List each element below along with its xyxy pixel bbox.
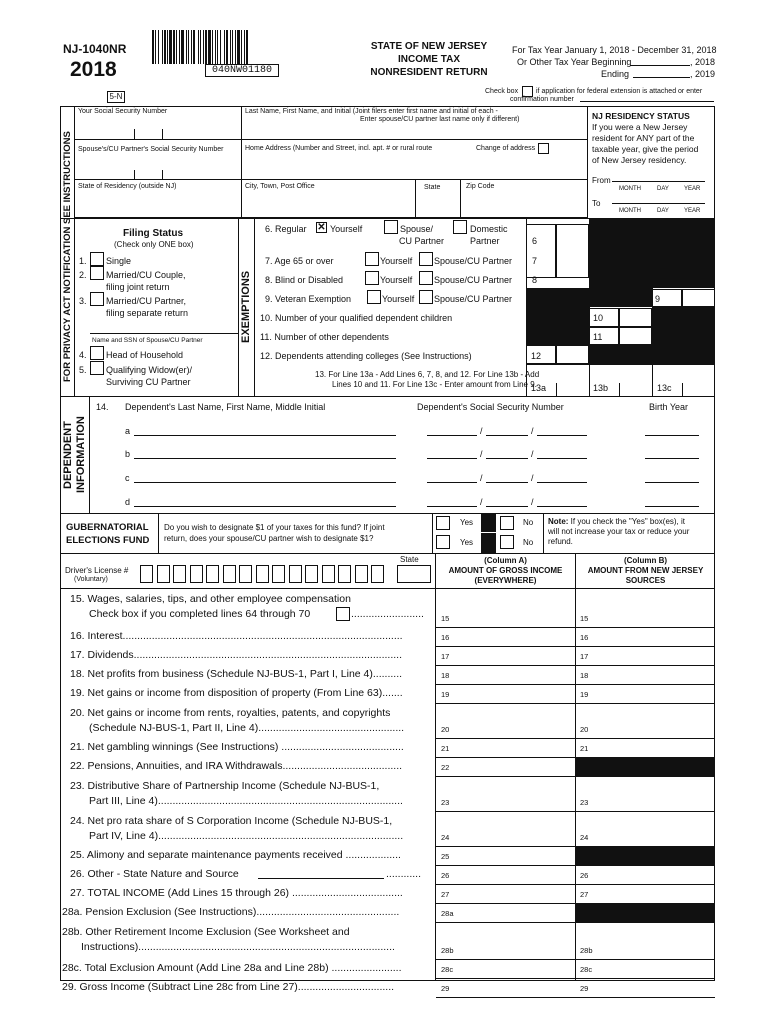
dep-slash-1: / <box>480 473 483 483</box>
license-digit-box[interactable] <box>272 565 285 583</box>
note-line3: refund. <box>548 537 573 546</box>
col-a-amount-field[interactable] <box>437 885 574 903</box>
line10-label: 10. Number of your qualified dependent children <box>260 313 453 323</box>
income-line-text-1: 23. Distributive Share of Partnership Income (Schedule NJ-BUS-1, <box>70 780 380 792</box>
dep-slash-1: / <box>480 426 483 436</box>
col-a-amount-field[interactable] <box>437 847 574 865</box>
column-b-header <box>576 556 715 586</box>
dep-birth-field[interactable] <box>645 458 699 459</box>
exemption-grid <box>526 218 715 396</box>
box8[interactable]: 8 <box>532 275 538 285</box>
dep-slash-2: / <box>531 473 534 483</box>
form-title <box>355 40 503 79</box>
change-address-label: Change of address <box>476 145 536 152</box>
col-b3: SOURCES <box>625 576 666 585</box>
residency-text1: If you were a New Jersey <box>592 122 688 132</box>
col-a-line-num: 19 <box>441 690 450 699</box>
elections-yes-2: Yes <box>460 538 474 547</box>
lines64-70-checkbox[interactable] <box>336 607 350 621</box>
license-state-label: State <box>400 555 419 564</box>
col-b-amount-field[interactable] <box>577 979 714 997</box>
filing-n3: 3. <box>79 296 87 306</box>
income-line-text-2: Check box if you completed lines 64 through 70 <box>89 608 311 620</box>
extension-note: if application for federal extension is attached or enter <box>536 88 703 95</box>
regular-domestic-label1: Domestic <box>470 224 508 234</box>
col-b-amount-field[interactable] <box>577 647 714 665</box>
col-a-amount-field[interactable] <box>437 979 574 997</box>
elections-title2: ELECTIONS FUND <box>66 535 150 546</box>
box13b[interactable]: 13b <box>593 383 609 393</box>
to-date-field[interactable] <box>612 196 705 204</box>
begin-date-field[interactable] <box>630 56 690 66</box>
elections-title <box>66 521 149 547</box>
married-separate-label1: Married/CU Partner, <box>106 296 187 306</box>
ssn-label: Your Social Security Number <box>78 108 168 115</box>
spouse-name-label: Name and SSN of Spouse/CU Partner <box>92 337 203 344</box>
col-a-amount-field[interactable] <box>437 647 574 665</box>
license-digit-box[interactable] <box>190 565 203 583</box>
other-source-dots: ............ <box>386 868 422 880</box>
dep-slash-1: / <box>480 497 483 507</box>
from-day: DAY <box>657 186 669 192</box>
col-a-line-num: 17 <box>441 652 450 661</box>
dep-birth-field[interactable] <box>645 435 699 436</box>
col-a-line-num: 18 <box>441 671 450 680</box>
col-a-amount-field[interactable] <box>437 758 574 776</box>
col-a-line-num: 28a <box>441 909 454 918</box>
elections-no-2: No <box>523 538 534 547</box>
dep-slash-2: / <box>531 426 534 436</box>
note-line1: If you check the "Yes" box(es), it <box>568 517 686 526</box>
title-line1: STATE OF NEW JERSEY <box>370 41 488 52</box>
license-digit-box[interactable] <box>355 565 368 583</box>
col-b-amount-field[interactable] <box>577 923 714 959</box>
col-b-amount-field[interactable] <box>577 739 714 757</box>
col-a-amount-field[interactable] <box>437 866 574 884</box>
married-separate-label2: filing separate return <box>106 308 189 318</box>
filing-title: Filing Status <box>123 228 183 239</box>
elections-yes-1: Yes <box>460 518 474 527</box>
spouse-name-field[interactable] <box>90 322 238 334</box>
line13-label1: 13. For Line 13a - Add Lines 6, 7, 8, and 12. For Line 13b - Add <box>315 370 540 379</box>
box11[interactable]: 11 <box>593 332 603 342</box>
dep-row-letter: a <box>125 426 131 436</box>
single-label: Single <box>106 256 132 266</box>
line6-label: 6. Regular <box>265 224 307 234</box>
dep-ssn-field-3[interactable] <box>537 435 587 436</box>
dep-ssn-field-1[interactable] <box>427 435 477 436</box>
col-a-line-num: 20 <box>441 725 450 734</box>
married-separate-checkbox[interactable] <box>90 292 104 306</box>
col-a-line-num: 26 <box>441 871 450 880</box>
col-a-amount-field[interactable] <box>437 777 574 811</box>
col-a-amount-field[interactable] <box>437 685 574 703</box>
exemptions-text: EXEMPTIONS <box>240 270 252 344</box>
to-year: YEAR <box>684 208 701 214</box>
elections-note <box>548 517 689 547</box>
dep-ssn-field-1[interactable] <box>427 506 477 507</box>
dep-birth-header: Birth Year <box>649 402 689 412</box>
col-b-blocked <box>576 757 715 777</box>
head-household-label: Head of Household <box>106 350 184 360</box>
dep-birth-field[interactable] <box>645 482 699 483</box>
dependent-text <box>62 400 88 510</box>
barcode-text: 040NW01180 <box>205 64 279 77</box>
veteran-spouse-label: Spouse/CU Partner <box>434 294 513 304</box>
age65-yourself-label: Yourself <box>380 256 413 266</box>
license-digit-box[interactable] <box>140 565 153 583</box>
dependent-text2: INFORMATION <box>75 416 87 494</box>
blind-spouse-label: Spouse/CU Partner <box>434 275 513 285</box>
income-line-text-1: 28b. Other Retirement Income Exclusion (See Worksheet and <box>62 926 350 938</box>
veteran-spouse-checkbox[interactable] <box>419 290 433 304</box>
col-b-line-num: 28c <box>580 965 593 974</box>
col-a-line-num: 23 <box>441 798 450 807</box>
income-line-text: 17. Dividends............................................................................................ <box>70 649 403 661</box>
license-label: Driver's License # <box>65 566 129 575</box>
col-a-line-num: 28c <box>441 965 454 974</box>
year-suffix1: , 2018 <box>690 57 716 67</box>
dep-ssn-field-2[interactable] <box>486 482 528 483</box>
income-line-text: 22. Pensions, Annuities, and IRA Withdrawals......................................... <box>70 760 403 772</box>
line8-label: 8. Blind or Disabled <box>265 275 344 285</box>
dep-num: 14. <box>96 402 109 412</box>
license-digit-box[interactable] <box>157 565 170 583</box>
married-joint-label2: filing joint return <box>106 282 170 292</box>
license-digit-box[interactable] <box>338 565 351 583</box>
blind-spouse-checkbox[interactable] <box>419 271 433 285</box>
box12[interactable]: 12 <box>531 351 542 361</box>
col-b-line-num: 23 <box>580 798 589 807</box>
line11-label: 11. Number of other dependents <box>260 332 389 342</box>
residency-text2: resident for ANY part of the <box>592 133 695 143</box>
dep-row-letter: c <box>125 473 130 483</box>
col-a-amount-field[interactable] <box>437 812 574 846</box>
filing-n5: 5. <box>79 365 87 375</box>
dep-name-field[interactable] <box>134 482 396 483</box>
elections-no-1: No <box>523 518 534 527</box>
income-line-text: 25. Alimony and separate maintenance payments received ................... <box>70 849 401 861</box>
income-line-text-2: (Schedule NJ-BUS-1, Part II, Line 4).................................................. <box>89 722 405 734</box>
col-b-line-num: 16 <box>580 633 589 642</box>
city-label: City, Town, Post Office <box>245 183 315 190</box>
from-label: From <box>592 176 611 185</box>
name-label2: Enter spouse/CU partner last name only if different) <box>360 116 520 123</box>
dep-name-field[interactable] <box>134 506 396 507</box>
income-line-text: 21. Net gambling winnings (See Instructions) .......................................... <box>70 741 404 753</box>
col-b-line-num: 26 <box>580 871 589 880</box>
col-b-line-num: 18 <box>580 671 589 680</box>
col-a-line-num: 27 <box>441 890 450 899</box>
col-a3: (EVERYWHERE) <box>474 576 537 585</box>
single-checkbox[interactable] <box>90 252 104 266</box>
dep-name-field[interactable] <box>134 458 396 459</box>
year-suffix2: , 2019 <box>690 69 716 79</box>
box10[interactable]: 10 <box>593 313 604 323</box>
dep-ssn-field-2[interactable] <box>486 435 528 436</box>
col-a-line-num: 28b <box>441 946 454 955</box>
to-month: MONTH <box>619 208 641 214</box>
note-bold: Note: <box>548 517 569 526</box>
widower-label2: Surviving CU Partner <box>106 377 191 387</box>
col-b-line-num: 20 <box>580 725 589 734</box>
regular-spouse-label1: Spouse/ <box>400 224 434 234</box>
license-digit-box[interactable] <box>173 565 186 583</box>
col-a-amount-field[interactable] <box>437 704 574 738</box>
col-a-line-num: 21 <box>441 744 450 753</box>
line12-label: 12. Dependents attending colleges (See Instructions) <box>260 351 472 361</box>
to-label: To <box>592 199 601 208</box>
veteran-yourself-label: Yourself <box>382 294 415 304</box>
elections-yes-2-checkbox[interactable] <box>436 535 450 549</box>
blind-yourself-label: Yourself <box>380 275 413 285</box>
col-a-amount-field[interactable] <box>437 904 574 922</box>
license-digit-box[interactable] <box>322 565 335 583</box>
zip-label: Zip Code <box>466 183 495 190</box>
residency-text4: of New Jersey residency. <box>592 155 687 165</box>
to-day: DAY <box>657 208 669 214</box>
license-sub: (Voluntary) <box>74 576 108 583</box>
elections-no-2-checkbox[interactable] <box>500 535 514 549</box>
dep-slash-2: / <box>531 449 534 459</box>
other-source-field[interactable] <box>258 878 384 879</box>
col-b-line-num: 29 <box>580 984 589 993</box>
col-b-blocked <box>576 903 715 923</box>
col-b-line-num: 15 <box>580 614 589 623</box>
income-line-text-2: Part III, Line 4).................................................................................... <box>89 795 403 807</box>
address-label: Home Address (Number and Street, incl. apt. # or rural route <box>245 145 433 152</box>
dep-ssn-field-2[interactable] <box>486 458 528 459</box>
income-line-text-2: Instructions)........................................................................................ <box>81 941 395 953</box>
col-b-amount-field[interactable] <box>577 628 714 646</box>
residency-text3: taxable year, give the period <box>592 144 699 154</box>
title-line2: INCOME TAX <box>397 54 461 65</box>
age65-spouse-label: Spouse/CU Partner <box>434 256 513 266</box>
ending-label: Ending <box>601 69 630 79</box>
form-code: 5-N <box>107 91 125 103</box>
elections-yes-1-checkbox[interactable] <box>436 516 450 530</box>
confirmation-field[interactable] <box>580 94 714 102</box>
col-b-amount-field[interactable] <box>577 777 714 811</box>
dep-slash-2: / <box>531 497 534 507</box>
form-year: 2018 <box>70 58 117 81</box>
income-line-text-2: Part IV, Line 4).................................................................................... <box>89 830 404 842</box>
income-line-text: 16. Interest................................................................................................ <box>70 630 403 642</box>
col-a-line-num: 29 <box>441 984 450 993</box>
col-b-blocked <box>576 846 715 866</box>
name-label: Last Name, First Name, and Initial (Joint filers enter first name and initial of each - <box>245 108 498 115</box>
col-a2: AMOUNT OF GROSS INCOME <box>448 566 563 575</box>
license-digit-box[interactable] <box>289 565 302 583</box>
col-a-amount-field[interactable] <box>437 739 574 757</box>
regular-domestic-label2: Partner <box>470 236 500 246</box>
license-digit-box[interactable] <box>239 565 252 583</box>
col-b-amount-field[interactable] <box>577 866 714 884</box>
income-line-text-1: 20. Net gains or income from rents, royalties, patents, and copyrights <box>70 707 391 719</box>
form-id: NJ-1040NR <box>63 42 127 56</box>
elections-title1: GUBERNATORIAL <box>66 522 149 533</box>
head-household-checkbox[interactable] <box>90 346 104 360</box>
veteran-yourself-checkbox[interactable] <box>367 290 381 304</box>
col-a-amount-field[interactable] <box>437 923 574 959</box>
dep-name-field[interactable] <box>134 435 396 436</box>
filing-n4: 4. <box>79 350 87 360</box>
dependent-text1: DEPENDENT <box>62 421 74 489</box>
box13c[interactable]: 13c <box>657 383 672 393</box>
income-line-text-1: 15. Wages, salaries, tips, and other employee compensation <box>70 593 351 605</box>
col-b-amount-field[interactable] <box>577 885 714 903</box>
spouse-ssn-label: Spouse's/CU Partner's Social Security Number <box>78 146 224 153</box>
regular-domestic-checkbox[interactable] <box>453 220 467 234</box>
checkbox-dots: ......................... <box>351 608 424 620</box>
widower-label1: Qualifying Widow(er)/ <box>106 365 193 375</box>
regular-yourself-checkbox[interactable]: ✕ <box>317 222 326 233</box>
widower-checkbox[interactable] <box>90 361 104 375</box>
income-line-text: 28c. Total Exclusion Amount (Add Line 28a and Line 28b) ........................ <box>62 962 402 974</box>
dep-ssn-field-1[interactable] <box>427 458 477 459</box>
elections-q1: Do you wish to designate $1 of your taxes for this fund? If joint <box>164 523 385 532</box>
line7-label: 7. Age 65 or over <box>265 256 334 266</box>
tax-year-text: For Tax Year January 1, 2018 - December 31, 2018 <box>512 45 717 55</box>
box7[interactable]: 7 <box>532 256 538 266</box>
col-a-amount-field[interactable] <box>437 960 574 978</box>
income-line-text-1: 24. Net pro rata share of S Corporation Income (Schedule NJ-BUS-1, <box>70 815 393 827</box>
filing-n1: 1. <box>79 256 87 266</box>
regular-yourself-label: Yourself <box>330 224 363 234</box>
confirmation-label: confirmation number <box>510 96 574 103</box>
col-a-line-num: 16 <box>441 633 450 642</box>
col-b-line-num: 19 <box>580 690 589 699</box>
note-line2: will not increase your tax or reduce your <box>548 527 690 536</box>
box13a[interactable]: 13a <box>531 383 547 393</box>
col-b-amount-field[interactable] <box>577 960 714 978</box>
dep-ssn-field-3[interactable] <box>537 458 587 459</box>
col-a-line-num: 15 <box>441 614 450 623</box>
line9-label: 9. Veteran Exemption <box>265 294 352 304</box>
dep-row-letter: b <box>125 449 131 459</box>
other-year-label: Or Other Tax Year Beginning <box>517 57 632 67</box>
dep-birth-field[interactable] <box>645 506 699 507</box>
dep-row-letter: d <box>125 497 131 507</box>
dep-ssn-header: Dependent's Social Security Number <box>417 402 564 412</box>
regular-spouse-checkbox[interactable] <box>384 220 398 234</box>
col-a-line-num: 25 <box>441 852 450 861</box>
end-date-field[interactable] <box>633 68 690 78</box>
from-month: MONTH <box>619 186 641 192</box>
dep-ssn-field-1[interactable] <box>427 482 477 483</box>
col-b-amount-field[interactable] <box>577 590 714 627</box>
elections-no-1-checkbox[interactable] <box>500 516 514 530</box>
license-digit-box[interactable] <box>371 565 384 583</box>
state-res-label: State of Residency (outside NJ) <box>78 183 177 190</box>
blind-yourself-checkbox[interactable] <box>365 271 379 285</box>
license-digit-box[interactable] <box>305 565 318 583</box>
col-b-amount-field[interactable] <box>577 666 714 684</box>
age65-spouse-checkbox[interactable] <box>419 252 433 266</box>
income-line-text: 26. Other - State Nature and Source <box>70 868 239 880</box>
col-b-amount-field[interactable] <box>577 685 714 703</box>
age65-yourself-checkbox[interactable] <box>365 252 379 266</box>
license-digit-box[interactable] <box>256 565 269 583</box>
check-box-label: Check box <box>485 88 519 95</box>
line13-label2: Lines 10 and 11. For Line 13c - Enter amount from Line 9. <box>332 380 537 389</box>
income-line-text: 19. Net gains or income from disposition of property (From Line 63)....... <box>70 687 403 699</box>
col-b-amount-field[interactable] <box>577 704 714 738</box>
license-state-field[interactable] <box>397 565 431 583</box>
married-joint-label1: Married/CU Couple, <box>106 270 186 280</box>
col-b2: AMOUNT FROM NEW JERSEY <box>587 566 704 575</box>
col-b-line-num: 28b <box>580 946 593 955</box>
column-a-header <box>436 556 575 586</box>
col-a-amount-field[interactable] <box>437 628 574 646</box>
regular-spouse-label2: CU Partner <box>399 236 445 246</box>
license-digit-box[interactable] <box>206 565 219 583</box>
col-a-amount-field[interactable] <box>437 590 574 627</box>
residency-text <box>592 122 698 166</box>
state-label: State <box>424 184 441 191</box>
box6[interactable]: 6 <box>532 236 538 246</box>
privacy-text: FOR PRIVACY ACT NOTIFICATION SEE INSTRUCTIONS <box>62 131 73 383</box>
col-b-line-num: 24 <box>580 833 589 842</box>
col-a-line-num: 22 <box>441 763 450 772</box>
income-line-text: 18. Net profits from business (Schedule NJ-BUS-1, Part I, Line 4).......... <box>70 668 403 680</box>
residency-title: NJ RESIDENCY STATUS <box>592 111 690 121</box>
income-line-text: 29. Gross Income (Subtract Line 28c from Line 27)................................. <box>62 981 395 993</box>
title-line3: NONRESIDENT RETURN <box>370 67 488 78</box>
box9[interactable]: 9 <box>655 294 661 304</box>
col-b-line-num: 17 <box>580 652 589 661</box>
dep-ssn-field-3[interactable] <box>537 506 587 507</box>
income-line-text: 28a. Pension Exclusion (See Instructions)................................................. <box>62 906 400 918</box>
from-year: YEAR <box>684 186 701 192</box>
col-a-amount-field[interactable] <box>437 666 574 684</box>
dep-name-header: Dependent's Last Name, First Name, Middle Initial <box>125 402 326 412</box>
col-a-line-num: 24 <box>441 833 450 842</box>
license-digit-box[interactable] <box>223 565 236 583</box>
filing-sub: (Check only ONE box) <box>114 240 194 249</box>
filing-n2: 2. <box>79 270 87 280</box>
dep-ssn-field-2[interactable] <box>486 506 528 507</box>
dep-ssn-field-3[interactable] <box>537 482 587 483</box>
col-a1: (Column A) <box>484 556 527 565</box>
col-b-line-num: 21 <box>580 744 589 753</box>
elections-q2: return, does your spouse/CU partner wish to designate $1? <box>164 534 374 543</box>
married-joint-checkbox[interactable] <box>90 266 104 280</box>
col-b-amount-field[interactable] <box>577 812 714 846</box>
from-date-field[interactable] <box>612 174 705 182</box>
col-b1: (Column B) <box>623 556 668 565</box>
dep-slash-1: / <box>480 449 483 459</box>
change-address-checkbox[interactable] <box>538 143 549 154</box>
barcode <box>152 30 300 64</box>
income-line-text: 27. TOTAL INCOME (Add Lines 15 through 26) ...................................... <box>70 887 403 899</box>
col-b-line-num: 27 <box>580 890 589 899</box>
